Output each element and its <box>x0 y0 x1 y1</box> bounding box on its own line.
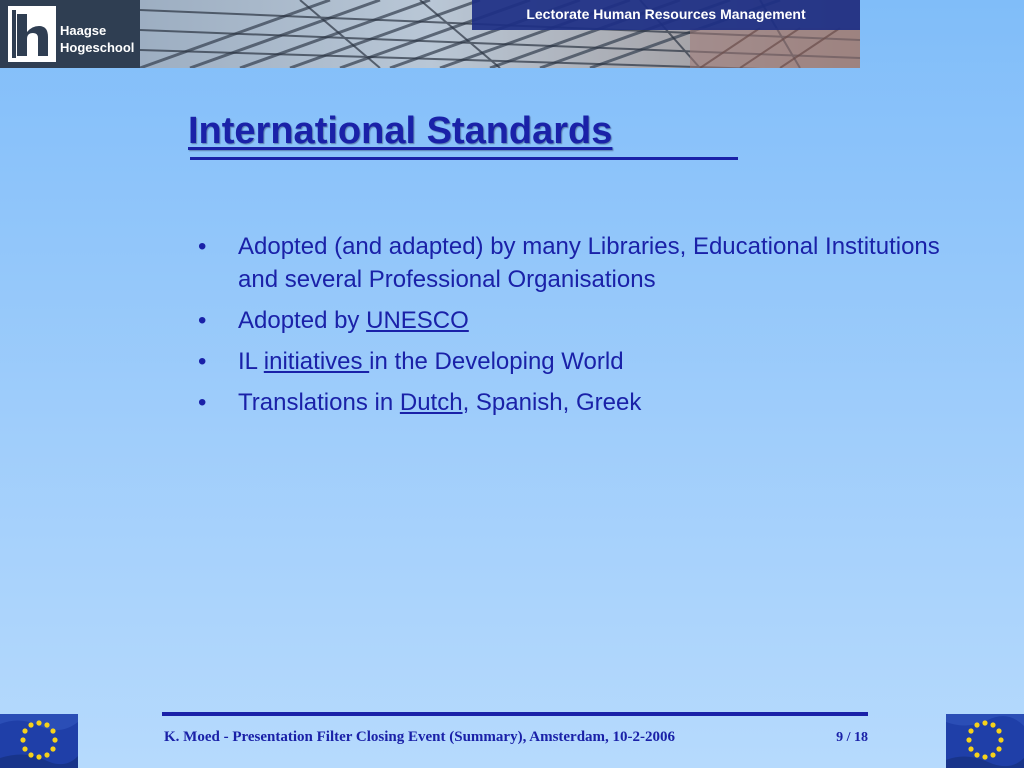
bullet-dot: • <box>198 389 207 416</box>
haagse-hogeschool-h-logo-icon <box>8 6 56 62</box>
bullet-dot: • <box>198 348 207 375</box>
bullet-dot: • <box>198 307 207 334</box>
bullet-list <box>198 230 958 427</box>
bullet-dot: • <box>198 233 207 260</box>
bullet-item <box>198 386 958 419</box>
bullet-text: Adopted (and adapted) by many Libraries, Educational Institutions and several Professional Organisations <box>238 233 940 293</box>
unesco-link[interactable]: UNESCO <box>366 307 469 334</box>
footer-text: K. Moed - Presentation Filter Closing Event (Summary), Amsterdam, 10-2-2006 <box>164 729 676 745</box>
logo-area <box>0 0 140 68</box>
bullet-text: Translations in <box>238 389 400 416</box>
banner-title: Lectorate Human Resources Management <box>526 6 806 22</box>
title-underline-rule <box>190 157 738 160</box>
initiatives-link[interactable]: initiatives <box>263 348 370 375</box>
page-number: 9 / 18 <box>836 730 868 745</box>
logo-line-1: Haagse <box>60 23 107 38</box>
bullet-text: IL <box>238 348 264 375</box>
eu-flag-right-icon <box>946 714 1024 768</box>
bullet-item <box>198 345 958 378</box>
footer-rule <box>162 712 868 716</box>
bullet-text-suffix: in the Developing World <box>369 348 624 375</box>
bullet-text-suffix: , Spanish, Greek <box>462 389 642 416</box>
logo-line-2: Hogeschool <box>60 40 135 55</box>
logo-text <box>60 22 134 56</box>
header-banner <box>0 0 860 68</box>
bullet-item <box>198 304 958 337</box>
bullet-item <box>198 230 958 296</box>
dutch-link[interactable]: Dutch <box>399 389 463 416</box>
slide-title: International Standards <box>188 110 613 152</box>
bullet-text: Adopted by <box>238 307 367 334</box>
eu-flag-left-icon <box>0 714 78 768</box>
